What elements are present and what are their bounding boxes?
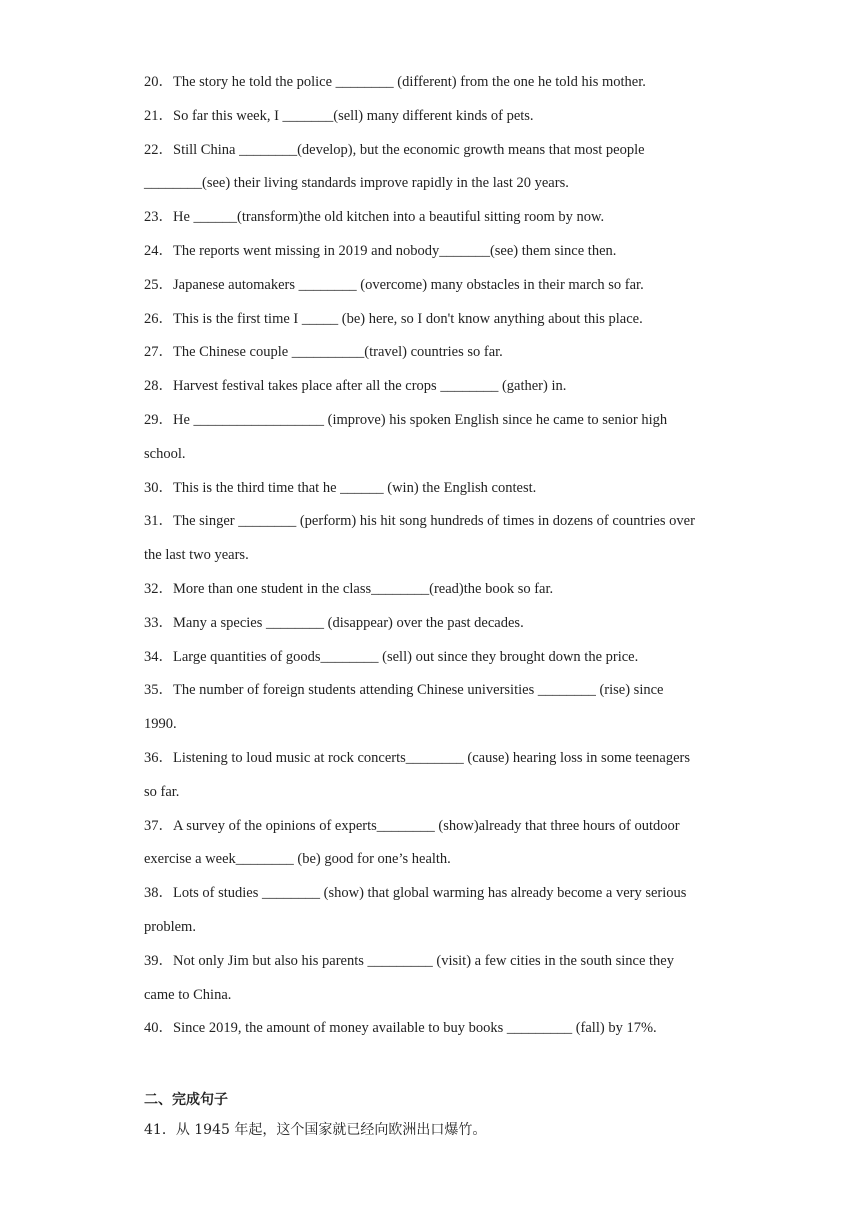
- question-31-continued: the last two years.: [144, 547, 249, 564]
- question-30: 30．This is the third time that he ______ (win) the English contest.: [144, 479, 537, 496]
- question-29: 29．He __________________ (improve) his spoken English since he came to senior high: [144, 412, 668, 428]
- question-40: 40．Since 2019, the amount of money available to buy books _________ (fall) by 17%.: [144, 1020, 657, 1037]
- question-36: 36．Listening to loud music at rock concerts________ (cause) hearing loss in some teenagers: [144, 750, 691, 766]
- question-41: 41．从 1945 年起，这个国家就已经向欧洲出口爆竹。: [144, 1122, 487, 1138]
- question-39: 39．Not only Jim but also his parents _________ (visit) a few cities in the south since they: [144, 952, 674, 969]
- question-35-continued: 1990.: [144, 716, 177, 733]
- question-31: 31．The singer ________ (perform) his hit song hundreds of times in dozens of countries over: [144, 513, 695, 530]
- question-35: 35．The number of foreign students attending Chinese universities ________ (rise) since: [144, 682, 664, 699]
- question-28: 28．Harvest festival takes place after all the crops ________ (gather) in.: [144, 378, 567, 395]
- question-27: 27．The Chinese couple __________(travel) countries so far.: [144, 344, 503, 361]
- question-37-continued: exercise a week________ (be) good for one’s health.: [144, 851, 451, 868]
- question-34: 34．Large quantities of goods________ (sell) out since they brought down the price.: [144, 648, 639, 665]
- question-38-continued: problem.: [144, 919, 196, 935]
- question-39-continued: came to China.: [144, 986, 232, 1003]
- question-32: 32．More than one student in the class________(read)the book so far.: [144, 581, 554, 597]
- section-title: 二、完成句子: [144, 1092, 228, 1108]
- question-25: 25．Japanese automakers ________ (overcome) many obstacles in their march so far.: [144, 276, 644, 293]
- question-24: 24．The reports went missing in 2019 and nobody_______(see) them since then.: [144, 243, 617, 259]
- question-29-continued: school.: [144, 445, 186, 462]
- question-36-continued: so far.: [144, 783, 180, 800]
- question-33: 33．Many a species ________ (disappear) over the past decades.: [144, 614, 524, 631]
- question-21: 21．So far this week, I _______(sell) many different kinds of pets.: [144, 107, 534, 124]
- question-23: 23．He ______(transform)the old kitchen into a beautiful sitting room by now.: [144, 209, 605, 226]
- question-26: 26．This is the first time I _____ (be) here, so I don't know anything about this place.: [144, 310, 643, 327]
- question-20: 20．The story he told the police ________ (different) from the one he told his mother.: [144, 74, 646, 90]
- question-22-continued: ________(see) their living standards improve rapidly in the last 20 years.: [144, 175, 569, 192]
- question-38: 38．Lots of studies ________ (show) that global warming has already become a very serious: [144, 885, 687, 902]
- question-22: 22．Still China ________(develop), but the economic growth means that most people: [144, 141, 645, 158]
- question-37: 37．A survey of the opinions of experts________ (show)already that three hours of outdoor: [144, 817, 680, 834]
